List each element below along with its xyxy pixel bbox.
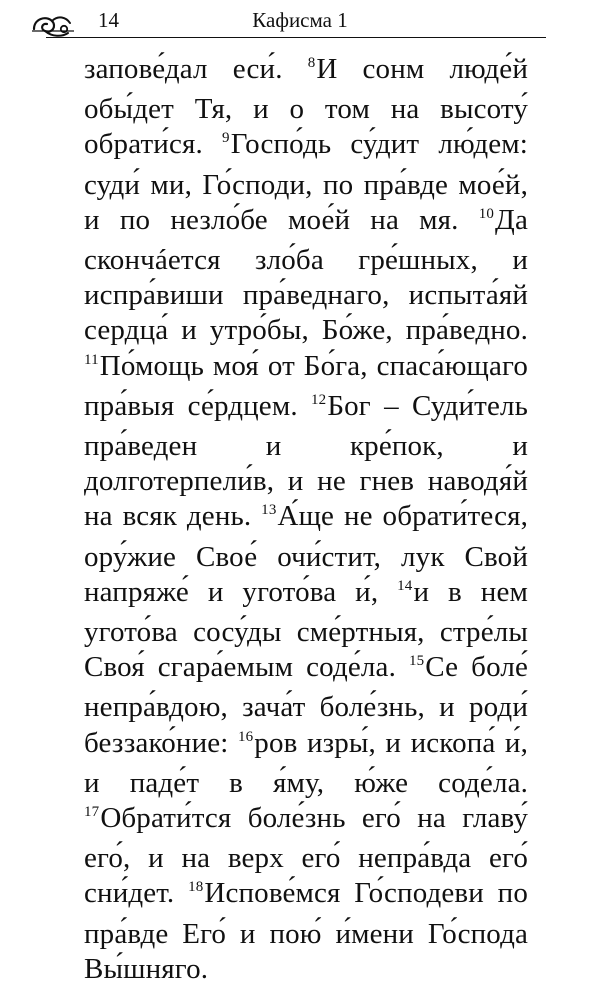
verse-text: А́ще не обрати́теся, ору́жие Свое́ очи́стит, лук Свой напряже́ и угото́ва и́,: [84, 500, 528, 608]
verse-number: 8: [307, 55, 316, 71]
verse-text: Да скончáется зло́ба гре́шных, и испра́виши пра́веднаго, испыта́яй сердца́ и утро́бы, Бо́же, пра́ведно.: [84, 203, 528, 347]
verse-text: запове́дал еси́.: [84, 53, 308, 85]
verse-number: 12: [311, 391, 327, 408]
verse-number: 10: [478, 205, 495, 222]
verse-text: Бог – Суди́тель пра́веден и кре́пок, и долготерпели́в, и не гнев наводя́й на всяк день.: [84, 389, 528, 533]
verse-number: 14: [397, 577, 413, 594]
verse-text: Испове́мся Го́сподеви по пра́вде Его́ и пою́ и́мени Го́спода Вы́шняго.: [84, 877, 529, 985]
verse-number: 18: [188, 879, 204, 896]
verse-text: Госпо́дь су́дит лю́дем: суди́ ми, Го́споди, по пра́вде мое́й, и по незло́бе мое́й на мя.: [84, 128, 528, 236]
verse-text: и в нем угото́ва сосу́ды сме́ртныя, стре́лы Своя́ сгара́емым соде́ла.: [84, 575, 528, 684]
verse-text: ров изры́, и ископа́ и́, и паде́т в я́му, ю́же соде́ла.: [84, 726, 528, 799]
verse-text: Обрати́тся боле́знь его́ на главу́ его́, и на верх его́ непра́вда его́ сни́дет.: [84, 802, 528, 910]
verse-number: 13: [261, 502, 277, 519]
verse-number: 15: [408, 653, 425, 670]
page-number: 14: [98, 8, 119, 32]
verse-text: И сонм люде́й обы́дет Тя, и о том на высоту́ обрати́ся.: [84, 53, 528, 161]
verse-number: 17: [84, 804, 100, 821]
verse-number: 16: [237, 728, 254, 745]
header-rule: [46, 37, 546, 38]
verse-number: 11: [84, 351, 99, 368]
psalm-text: [84, 52, 528, 987]
verse-text: Се боле́ непра́вдою, зача́т боле́знь, и роди́ беззако́ние:: [84, 651, 528, 759]
verse-number: 9: [222, 130, 230, 147]
running-title: Кафисма 1: [252, 8, 348, 32]
verse-text: По́мощь моя́ от Бо́га, спаса́ющаго пра́выя се́рдцем.: [84, 349, 528, 422]
